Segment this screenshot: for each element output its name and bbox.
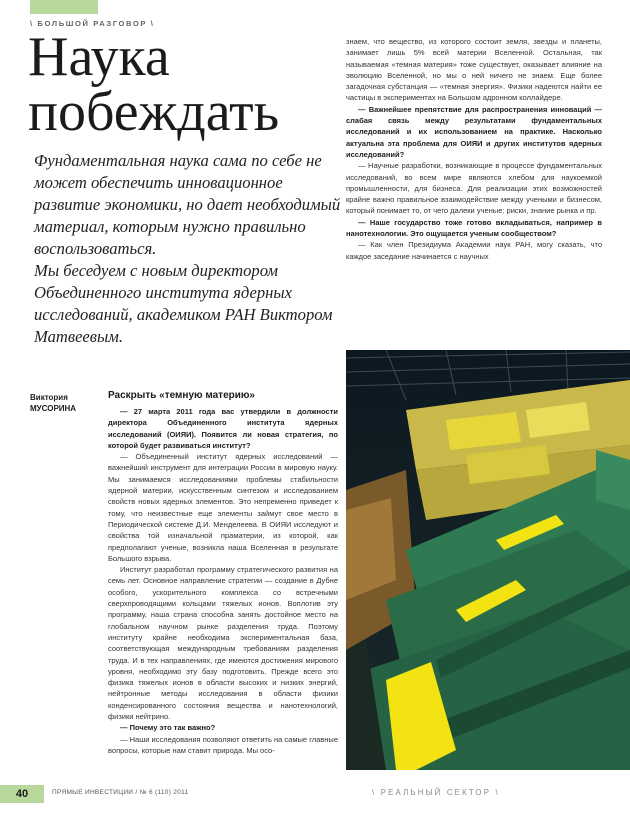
section-label: \ РЕАЛЬНЫЙ СЕКТОР \ [372,788,500,797]
article-subheading: Раскрыть «темную материю» [108,390,255,401]
body-paragraph: знаем, что вещество, из которого состоит земля, звезды и планеты, занимает лишь 5% всей материи Вселенной. Остальная, так называемая «темная материя» тоже существует, оказывает влияние на эволюцию Вселенной, но мы о ней ничего не знаем. Еще более загадочная субстанция — «темная энергия». Физики надеются найти ее частицы в экспериментах на Большом адронном коллайдере. [346,37,602,103]
body-paragraph: Институт разработал программу стратегического развития на семь лет. Основное направление стратегии — создание в Дубне особого, ускорительного комплекса со встречными сверхпроводящими кольцами тяжелых ионов. Воплотив эту программу, наша страна способна занять достойное место на глобальном научном рынке разделения труда. Поэтому институту крайне необходима экспериментальная база, соответствующая международным требованиям разделения труда. И в тех направлениях, где имеются достижения мирового уровня, необходимо эту базу подготовить. Прежде всего это физика тяжелых ионов в области высоких и низких энергий, нейтронные методы исследования в области физики конденсированного состояния вещества и нанотехнологий, физики нейтрино. [108,565,338,722]
rubric-label: \ БОЛЬШОЙ РАЗГОВОР \ [30,19,155,28]
interview-question: — Важнейшее препятствие для распространения инноваций — слабая связь между результатами фундаментальных исследований и их использованием на практике. Насколько актуальна эта проблема для ОИЯИ и других институтов ядерных исследований? [346,104,602,159]
interview-answer: — Наши исследования позволяют ответить на самые главные вопросы, которые нам ставит природа. Мы осо- [108,734,338,755]
interview-question: — 27 марта 2011 года вас утвердили в должности директора Объединенного института ядерных исследований (ОИЯИ). Появится ли новая стратегия, по которой будет развиваться институт? [108,407,338,450]
interview-answer: — Как член Президиума Академии наук РАН, могу сказать, что каждое заседание начинается с научных [346,240,602,261]
page-number: 40 [0,785,44,803]
author-last-name: МУСОРИНА [30,404,77,413]
interview-answer: — Объединенный институт ядерных исследований — важнейший инструмент для интеграции России в мировую науку. Мы занимаемся исследованиями проблемы стабильности ядерной материи, искусственным синтезом и исследованием свойств новых ядерных элементов. Это непременно приведет к тому, что неизвестные еще элементы займут свое место в Периодической системе Д.И. Менделеева. В ОИЯИ исследуют и свойства той изначальной праматерии, из которой, как предполагают ученые, возникла наша Вселенная в результате Большого взрыва. [108,452,338,563]
page-footer [0,785,630,803]
interview-question: — Почему это так важно? [120,723,216,733]
lead-text-1: Фундаментальная наука сама по себе не может обеспечить инновационное развитие экономики, но дает необходимый материал, которым нужно правильно воспользоваться. [34,151,341,258]
title-line-2: побеждать [28,81,280,143]
accelerator-photo [346,350,630,770]
lead-text-2: Мы беседуем с новым директором Объединенного института ядерных исследований, академиком РАН Виктором Матвеевым. [34,261,333,346]
author-byline [30,392,102,414]
lead-paragraph [34,150,346,348]
article-title [28,26,338,143]
title-line-1: Наука [28,26,170,88]
author-first-name: Виктория [30,393,68,402]
interview-answer: — Научные разработки, возникающие в процессе фундаментальных исследований, во всем мире являются хлебом для наукоемкой промышленности, для бизнеса. Для реализации этих возможностей крайне важно правильное взаимодействие между учеными и бизнесом, который понимает то, от чего далеки ученые: риски, знание рынка и пр. [346,161,602,216]
article-column-1 [108,406,338,766]
header-accent-bar [30,0,98,14]
article-column-2 [346,36,602,322]
accelerator-illustration [346,350,630,770]
magazine-issue: ПРЯМЫЕ ИНВЕСТИЦИИ / № 6 (110) 2011 [52,789,189,796]
interview-question: — Наше государство тоже готово вкладываться, например в нанотехнологии. Это ощущается ученым сообществом? [346,217,602,239]
